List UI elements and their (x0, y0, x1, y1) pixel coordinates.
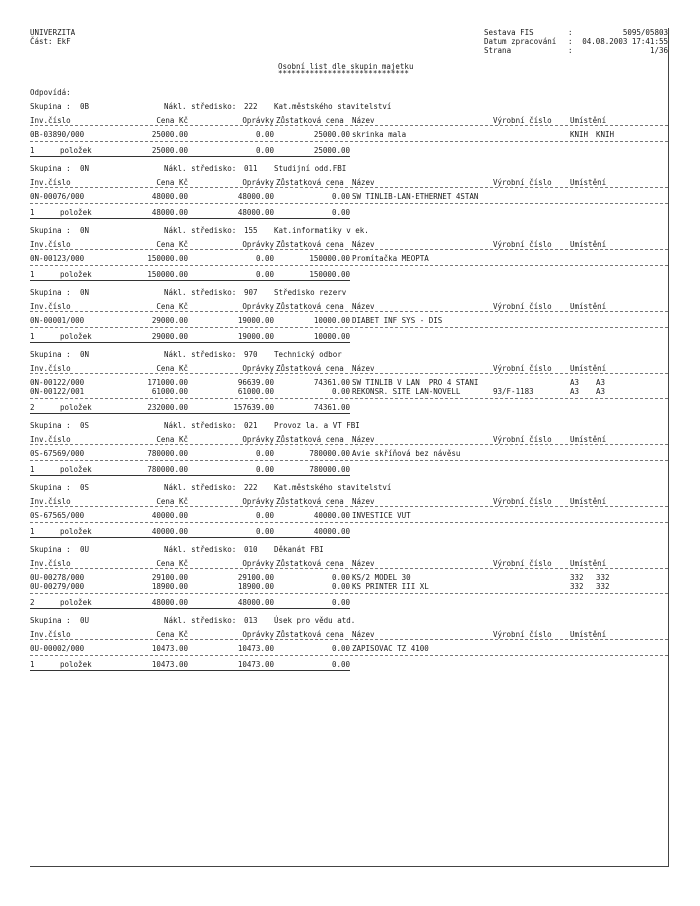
group-label: Skupina : (30, 288, 71, 297)
group-code: 0U (80, 545, 90, 554)
asset-inv-number: 0S-67569/000 (30, 449, 85, 458)
asset-price: 18900.00 (151, 582, 188, 591)
rows-divider (30, 460, 668, 461)
column-header-serial: Výrobní číslo (493, 178, 552, 187)
asset-residual-value: 0.00 (331, 192, 350, 201)
group-total-residual: 150000.00 (309, 270, 350, 279)
group-total-count: 1 (30, 527, 35, 536)
column-header-depreciation: Oprávky (242, 364, 274, 373)
column-header-location: Umístění (570, 559, 607, 568)
cost-center-label: Nákl. středisko: (164, 102, 237, 111)
column-header-serial: Výrobní číslo (493, 497, 552, 506)
group-total-label: položek (60, 527, 92, 536)
asset-price: 29100.00 (151, 573, 188, 582)
group-total-label: položek (60, 332, 92, 341)
asset-price: 150000.00 (147, 254, 188, 263)
header-colon: : (568, 46, 573, 55)
group-total-depreciation: 0.00 (255, 527, 274, 536)
asset-name: KS/2 MODEL 30 (352, 573, 411, 582)
column-header-inv: Inv.číslo (30, 559, 71, 568)
asset-name: Avie skříňová bez návěsu (352, 449, 461, 458)
report-title: Osobní list dle skupin majetku (278, 62, 414, 71)
asset-residual-value: 0.00 (331, 573, 350, 582)
asset-depreciation: 29100.00 (237, 573, 274, 582)
asset-depreciation: 61000.00 (237, 387, 274, 396)
asset-name: skrinka mala (352, 130, 407, 139)
report-title-underline: ***************************** (278, 69, 409, 78)
group-label: Skupina : (30, 545, 71, 554)
column-header-serial: Výrobní číslo (493, 116, 552, 125)
column-header-divider (30, 249, 668, 250)
column-header-inv: Inv.číslo (30, 435, 71, 444)
page-number: 1/36 (649, 46, 668, 55)
group-total-underline (30, 280, 350, 281)
group-total-depreciation: 19000.00 (237, 332, 274, 341)
cost-center-code: 011 (244, 164, 258, 173)
group-total-depreciation: 157639.00 (233, 403, 274, 412)
asset-price: 48000.00 (151, 192, 188, 201)
column-header-residual: Zůstatková cena (276, 630, 344, 639)
column-header-price: Cena Kč (156, 435, 188, 444)
asset-inv-number: 0N-00076/000 (30, 192, 85, 201)
asset-location-detail: KNIH (596, 130, 615, 139)
asset-inv-number: 0S-67565/000 (30, 511, 85, 520)
cost-center-label: Nákl. středisko: (164, 350, 237, 359)
group-total-price: 232000.00 (147, 403, 188, 412)
group-total-underline (30, 413, 350, 414)
asset-location: A3 (570, 378, 580, 387)
column-header-depreciation: Oprávky (242, 116, 274, 125)
group-total-depreciation: 0.00 (255, 465, 274, 474)
column-header-serial: Výrobní číslo (493, 630, 552, 639)
group-total-underline (30, 608, 350, 609)
cost-center-label: Nákl. středisko: (164, 288, 237, 297)
cost-center-label: Nákl. středisko: (164, 545, 237, 554)
column-header-inv: Inv.číslo (30, 116, 71, 125)
column-header-location: Umístění (570, 435, 607, 444)
asset-depreciation: 0.00 (255, 254, 274, 263)
column-header-name: Název (352, 559, 375, 568)
asset-depreciation: 0.00 (255, 511, 274, 520)
column-header-name: Název (352, 497, 375, 506)
column-header-residual: Zůstatková cena (276, 559, 344, 568)
rows-divider (30, 398, 668, 399)
group-total-count: 1 (30, 270, 35, 279)
rows-divider (30, 593, 668, 594)
cost-center-name: Technický odbor (274, 350, 342, 359)
cost-center-name: Provoz la. a VT FBI (274, 421, 360, 430)
rows-divider (30, 141, 668, 142)
column-header-depreciation: Oprávky (242, 435, 274, 444)
asset-inv-number: 0B-03890/000 (30, 130, 85, 139)
column-header-inv: Inv.číslo (30, 630, 71, 639)
column-header-price: Cena Kč (156, 497, 188, 506)
rows-divider (30, 265, 668, 266)
asset-price: 10473.00 (151, 644, 188, 653)
column-header-depreciation: Oprávky (242, 630, 274, 639)
column-header-depreciation: Oprávky (242, 497, 274, 506)
group-total-depreciation: 48000.00 (237, 208, 274, 217)
report-id: 5095/05803 (622, 28, 668, 37)
column-header-divider (30, 125, 668, 126)
rows-divider (30, 327, 668, 328)
column-header-price: Cena Kč (156, 240, 188, 249)
group-total-label: položek (60, 270, 92, 279)
group-code: 0N (80, 226, 90, 235)
asset-location-detail: 332 (596, 582, 610, 591)
group-total-residual: 40000.00 (313, 527, 350, 536)
report-page (30, 28, 669, 867)
cost-center-label: Nákl. středisko: (164, 483, 237, 492)
column-header-name: Název (352, 178, 375, 187)
asset-residual-value: 0.00 (331, 582, 350, 591)
group-label: Skupina : (30, 164, 71, 173)
column-header-location: Umístění (570, 302, 607, 311)
cost-center-code: 907 (244, 288, 258, 297)
group-total-count: 1 (30, 465, 35, 474)
asset-name: REKONSR. SITE LAN-NOVELL (352, 387, 461, 396)
column-header-price: Cena Kč (156, 364, 188, 373)
group-label: Skupina : (30, 226, 71, 235)
column-header-name: Název (352, 364, 375, 373)
asset-location: 332 (570, 582, 584, 591)
column-header-inv: Inv.číslo (30, 178, 71, 187)
column-header-price: Cena Kč (156, 630, 188, 639)
asset-inv-number: 0N-00123/000 (30, 254, 85, 263)
cost-center-code: 222 (244, 483, 258, 492)
cost-center-code: 970 (244, 350, 258, 359)
group-total-underline (30, 156, 350, 157)
group-code: 0S (80, 421, 90, 430)
cost-center-name: Kat.městského stavitelství (274, 102, 392, 111)
asset-location-detail: A3 (596, 378, 606, 387)
cost-center-name: Kat.informatiky v ek. (274, 226, 369, 235)
column-header-divider (30, 639, 668, 640)
group-total-label: položek (60, 403, 92, 412)
group-total-count: 1 (30, 660, 35, 669)
asset-location-detail: 332 (596, 573, 610, 582)
group-total-residual: 0.00 (331, 208, 350, 217)
column-header-divider (30, 187, 668, 188)
column-header-name: Název (352, 240, 375, 249)
asset-name: ZAPISOVAC TZ 4100 (352, 644, 429, 653)
column-header-serial: Výrobní číslo (493, 364, 552, 373)
column-header-name: Název (352, 435, 375, 444)
group-total-residual: 780000.00 (309, 465, 350, 474)
column-header-inv: Inv.číslo (30, 497, 71, 506)
asset-serial: 93/F-1183 (493, 387, 534, 396)
asset-price: 25000.00 (151, 130, 188, 139)
column-header-depreciation: Oprávky (242, 240, 274, 249)
asset-depreciation: 0.00 (255, 130, 274, 139)
column-header-name: Název (352, 302, 375, 311)
group-code: 0N (80, 164, 90, 173)
asset-price: 40000.00 (151, 511, 188, 520)
asset-price: 29000.00 (151, 316, 188, 325)
asset-location: KNIH (570, 130, 589, 139)
cost-center-code: 222 (244, 102, 258, 111)
group-total-underline (30, 537, 350, 538)
asset-residual-value: 40000.00 (313, 511, 350, 520)
asset-residual-value: 74361.00 (313, 378, 350, 387)
group-total-underline (30, 475, 350, 476)
asset-inv-number: 0U-00278/000 (30, 573, 85, 582)
column-header-divider (30, 506, 668, 507)
asset-name: SW TINLIB-LAN-ETHERNET 4STAN (352, 192, 479, 201)
cost-center-label: Nákl. středisko: (164, 421, 237, 430)
column-header-price: Cena Kč (156, 559, 188, 568)
asset-name: SW TINLIB V LAN PRO 4 STANI (352, 378, 479, 387)
asset-name: Promítačka MEOPTA (352, 254, 429, 263)
column-header-location: Umístění (570, 178, 607, 187)
column-header-serial: Výrobní číslo (493, 435, 552, 444)
group-label: Skupina : (30, 616, 71, 625)
cost-center-name: Děkanát FBI (274, 545, 324, 554)
group-total-residual: 10000.00 (313, 332, 350, 341)
group-label: Skupina : (30, 102, 71, 111)
group-label: Skupina : (30, 483, 71, 492)
group-total-count: 1 (30, 146, 35, 155)
column-header-price: Cena Kč (156, 178, 188, 187)
header-colon: : (568, 37, 573, 46)
group-total-residual: 74361.00 (313, 403, 350, 412)
cost-center-label: Nákl. středisko: (164, 164, 237, 173)
group-total-label: položek (60, 146, 92, 155)
column-header-price: Cena Kč (156, 116, 188, 125)
asset-depreciation: 10473.00 (237, 644, 274, 653)
cost-center-name: Kat.městského stavitelství (274, 483, 392, 492)
column-header-serial: Výrobní číslo (493, 240, 552, 249)
column-header-depreciation: Oprávky (242, 559, 274, 568)
group-total-label: položek (60, 465, 92, 474)
group-total-price: 780000.00 (147, 465, 188, 474)
column-header-location: Umístění (570, 240, 607, 249)
column-header-residual: Zůstatková cena (276, 435, 344, 444)
column-header-name: Název (352, 116, 375, 125)
group-total-price: 29000.00 (151, 332, 188, 341)
column-header-residual: Zůstatková cena (276, 302, 344, 311)
asset-residual-value: 25000.00 (313, 130, 350, 139)
group-total-price: 25000.00 (151, 146, 188, 155)
asset-residual-value: 0.00 (331, 387, 350, 396)
cost-center-code: 013 (244, 616, 258, 625)
column-header-location: Umístění (570, 364, 607, 373)
asset-inv-number: 0U-00279/000 (30, 582, 85, 591)
group-total-residual: 0.00 (331, 660, 350, 669)
group-total-price: 40000.00 (151, 527, 188, 536)
column-header-residual: Zůstatková cena (276, 497, 344, 506)
group-total-count: 2 (30, 403, 35, 412)
column-header-price: Cena Kč (156, 302, 188, 311)
column-header-location: Umístění (570, 630, 607, 639)
org-name: UNIVERZITA (30, 28, 76, 37)
asset-inv-number: 0U-00002/000 (30, 644, 85, 653)
header-colon: : (568, 28, 573, 37)
asset-name: KS PRINTER III XL (352, 582, 429, 591)
cost-center-name: Úsek pro vědu atd. (274, 616, 356, 625)
asset-residual-value: 150000.00 (309, 254, 350, 263)
group-total-residual: 25000.00 (313, 146, 350, 155)
group-total-price: 10473.00 (151, 660, 188, 669)
column-header-divider (30, 568, 668, 569)
column-header-inv: Inv.číslo (30, 364, 71, 373)
group-total-price: 48000.00 (151, 208, 188, 217)
group-total-underline (30, 218, 350, 219)
column-header-inv: Inv.číslo (30, 302, 71, 311)
asset-inv-number: 0N-00001/000 (30, 316, 85, 325)
column-header-serial: Výrobní číslo (493, 302, 552, 311)
column-header-divider (30, 444, 668, 445)
group-code: 0U (80, 616, 90, 625)
column-header-serial: Výrobní číslo (493, 559, 552, 568)
asset-price: 780000.00 (147, 449, 188, 458)
column-header-residual: Zůstatková cena (276, 178, 344, 187)
header-label-date: Datum zpracování (484, 37, 557, 46)
group-total-depreciation: 48000.00 (237, 598, 274, 607)
asset-price: 61000.00 (151, 387, 188, 396)
group-code: 0S (80, 483, 90, 492)
group-code: 0B (80, 102, 90, 111)
column-header-residual: Zůstatková cena (276, 116, 344, 125)
group-code: 0N (80, 350, 90, 359)
asset-inv-number: 0N-00122/000 (30, 378, 85, 387)
asset-name: INVESTICE VUT (352, 511, 411, 520)
asset-location: 332 (570, 573, 584, 582)
cost-center-code: 155 (244, 226, 258, 235)
asset-depreciation: 19000.00 (237, 316, 274, 325)
processing-date: 04.08.2003 17:41:55 (582, 37, 668, 46)
group-label: Skupina : (30, 421, 71, 430)
cost-center-name: Studijní odd.FBI (274, 164, 347, 173)
asset-depreciation: 48000.00 (237, 192, 274, 201)
asset-residual-value: 0.00 (331, 644, 350, 653)
rows-divider (30, 655, 668, 656)
group-total-depreciation: 10473.00 (237, 660, 274, 669)
group-total-count: 1 (30, 208, 35, 217)
asset-name: DIABET INF SYS - DIS (352, 316, 443, 325)
header-label-page: Strana (484, 46, 512, 55)
group-code: 0N (80, 288, 90, 297)
rows-divider (30, 522, 668, 523)
group-total-underline (30, 342, 350, 343)
column-header-depreciation: Oprávky (242, 302, 274, 311)
group-total-depreciation: 0.00 (255, 146, 274, 155)
group-total-label: položek (60, 660, 92, 669)
asset-depreciation: 0.00 (255, 449, 274, 458)
answering-label: Odpovídá: (30, 88, 71, 97)
cost-center-name: Středisko rezerv (274, 288, 347, 297)
cost-center-label: Nákl. středisko: (164, 226, 237, 235)
rows-divider (30, 203, 668, 204)
column-header-divider (30, 311, 668, 312)
column-header-depreciation: Oprávky (242, 178, 274, 187)
asset-residual-value: 780000.00 (309, 449, 350, 458)
asset-inv-number: 0N-00122/001 (30, 387, 85, 396)
column-header-residual: Zůstatková cena (276, 364, 344, 373)
asset-location-detail: A3 (596, 387, 606, 396)
group-total-underline (30, 670, 350, 671)
group-total-residual: 0.00 (331, 598, 350, 607)
cost-center-code: 021 (244, 421, 258, 430)
group-total-price: 48000.00 (151, 598, 188, 607)
asset-price: 171000.00 (147, 378, 188, 387)
group-total-count: 2 (30, 598, 35, 607)
group-total-count: 1 (30, 332, 35, 341)
column-header-divider (30, 373, 668, 374)
asset-residual-value: 10000.00 (313, 316, 350, 325)
org-part: Část: EkF (30, 37, 71, 46)
asset-depreciation: 18900.00 (237, 582, 274, 591)
column-header-location: Umístění (570, 116, 607, 125)
cost-center-label: Nákl. středisko: (164, 616, 237, 625)
column-header-residual: Zůstatková cena (276, 240, 344, 249)
group-total-label: položek (60, 598, 92, 607)
column-header-inv: Inv.číslo (30, 240, 71, 249)
header-label-report: Sestava FIS (484, 28, 534, 37)
column-header-location: Umístění (570, 497, 607, 506)
group-total-depreciation: 0.00 (255, 270, 274, 279)
column-header-name: Název (352, 630, 375, 639)
group-label: Skupina : (30, 350, 71, 359)
asset-location: A3 (570, 387, 580, 396)
group-total-label: položek (60, 208, 92, 217)
cost-center-code: 010 (244, 545, 258, 554)
group-total-price: 150000.00 (147, 270, 188, 279)
asset-depreciation: 96639.00 (237, 378, 274, 387)
